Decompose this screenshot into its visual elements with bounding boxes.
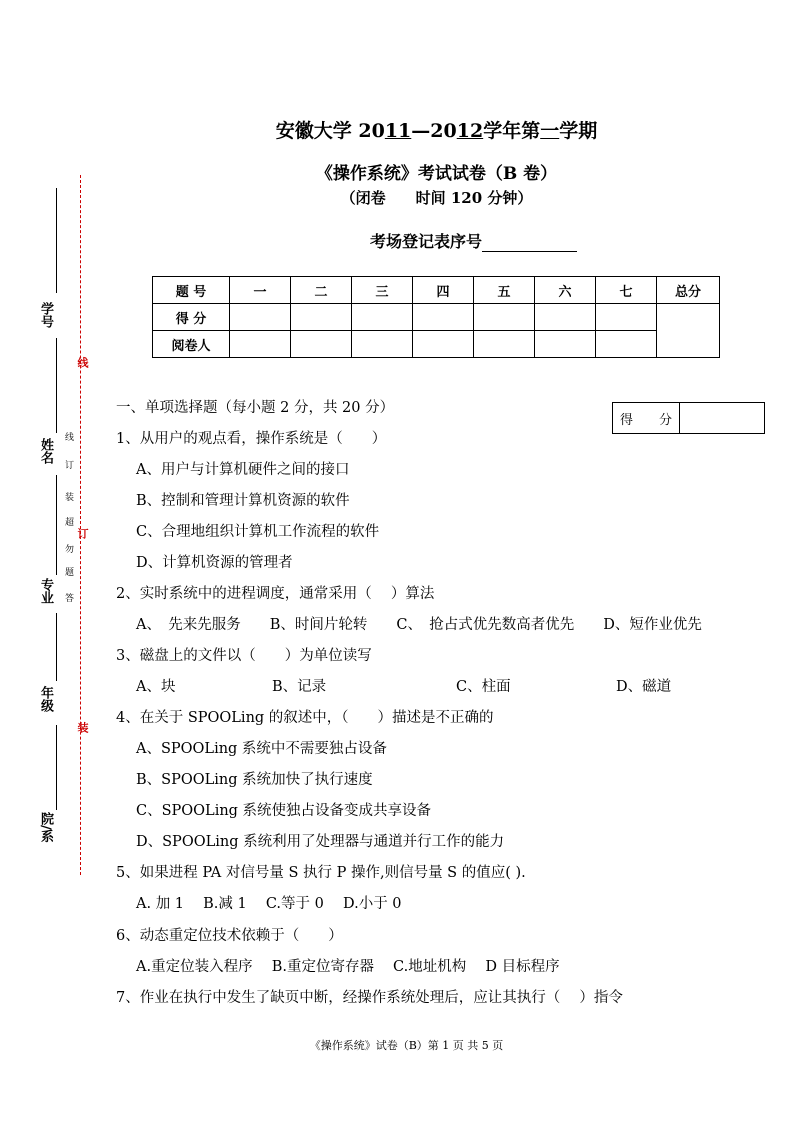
option: B、控制和管理计算机资源的软件 [136, 493, 350, 509]
major-line [56, 475, 57, 575]
table-row: 阅卷人 [153, 331, 720, 358]
option: D、磁道 [616, 679, 672, 695]
name-line [56, 338, 57, 433]
year-end: 12 [456, 120, 484, 142]
question-3: 3、磁盘上的文件以（ ）为单位读写 [116, 648, 372, 664]
option: D、SPOOLing 系统利用了处理器与通道并行工作的能力 [136, 834, 505, 850]
question-1: 1、从用户的观点看，操作系统是（ ） [116, 431, 387, 447]
binding-cut-line [80, 175, 81, 875]
table-row: 题 号 一 二 三 四 五 六 七 总分 [153, 277, 720, 304]
grade-line [56, 613, 57, 681]
question-5: 5、如果进程 PA 对信号量 S 执行 P 操作,则信号量 S 的值应( ). [116, 865, 526, 881]
section-score-input[interactable] [680, 403, 765, 434]
score-table [152, 276, 720, 358]
option: B、SPOOLing 系统加快了执行速度 [136, 772, 373, 788]
option: B、记录 [272, 679, 327, 695]
grade-label: 年级 [38, 686, 53, 712]
page-footer: 《操作系统》试卷（B）第 1 页 共 5 页 [309, 1039, 504, 1052]
year-start: 11 [384, 120, 412, 142]
registration-number: 考场登记表序号 [370, 229, 577, 252]
option: A.重定位装入程序 B.重定位寄存器 C.地址机构 D 目标程序 [136, 959, 560, 975]
student-id-line [56, 188, 57, 293]
option: C、合理地组织计算机工作流程的软件 [136, 524, 380, 540]
section-score-box: 得 分 [612, 402, 765, 434]
section-heading: 一、单项选择题（每小题 2 分，共 20 分） [116, 400, 395, 416]
option: C、SPOOLing 系统使独占设备变成共享设备 [136, 803, 432, 819]
registration-blank[interactable] [482, 233, 577, 252]
name-label: 姓名 [38, 438, 53, 464]
option: A、SPOOLing 系统中不需要独占设备 [136, 741, 387, 757]
department-line [56, 725, 57, 810]
question-4: 4、在关于 SPOOLing 的叙述中，（ ）描述是不正确的 [116, 710, 494, 726]
term-number: 一 [540, 120, 560, 142]
question-6: 6、动态重定位技术依赖于（ ） [116, 928, 343, 944]
question-7: 7、作业在执行中发生了缺页中断，经操作系统处理后，应让其执行（ ）指令 [116, 990, 623, 1006]
department-label: 院/系 [38, 812, 53, 843]
option: A、块 [136, 679, 176, 695]
exam-title: 安徽大学 2011—2012学年第一学期 [275, 120, 598, 142]
exam-subtitle: 《操作系统》考试试卷（B 卷） [315, 164, 558, 184]
table-row: 得 分 [153, 304, 720, 331]
option: C、柱面 [456, 679, 511, 695]
total-score-cell[interactable] [657, 304, 720, 358]
exam-format: （闭卷 时间 120 分钟） [340, 189, 533, 207]
student-id-label: 学号 [38, 302, 53, 328]
option: A. 加 1 B.减 1 C.等于 0 D.小于 0 [136, 896, 402, 912]
option: D、计算机资源的管理者 [136, 555, 293, 571]
question-2: 2、实时系统中的进程调度，通常采用（ ）算法 [116, 586, 435, 602]
option: A、 先来先服务 B、时间片轮转 C、 抢占式优先数高者优先 D、短作业优先 [136, 617, 702, 633]
option: A、用户与计算机硬件之间的接口 [136, 462, 350, 478]
major-label: 专业 [38, 578, 53, 604]
